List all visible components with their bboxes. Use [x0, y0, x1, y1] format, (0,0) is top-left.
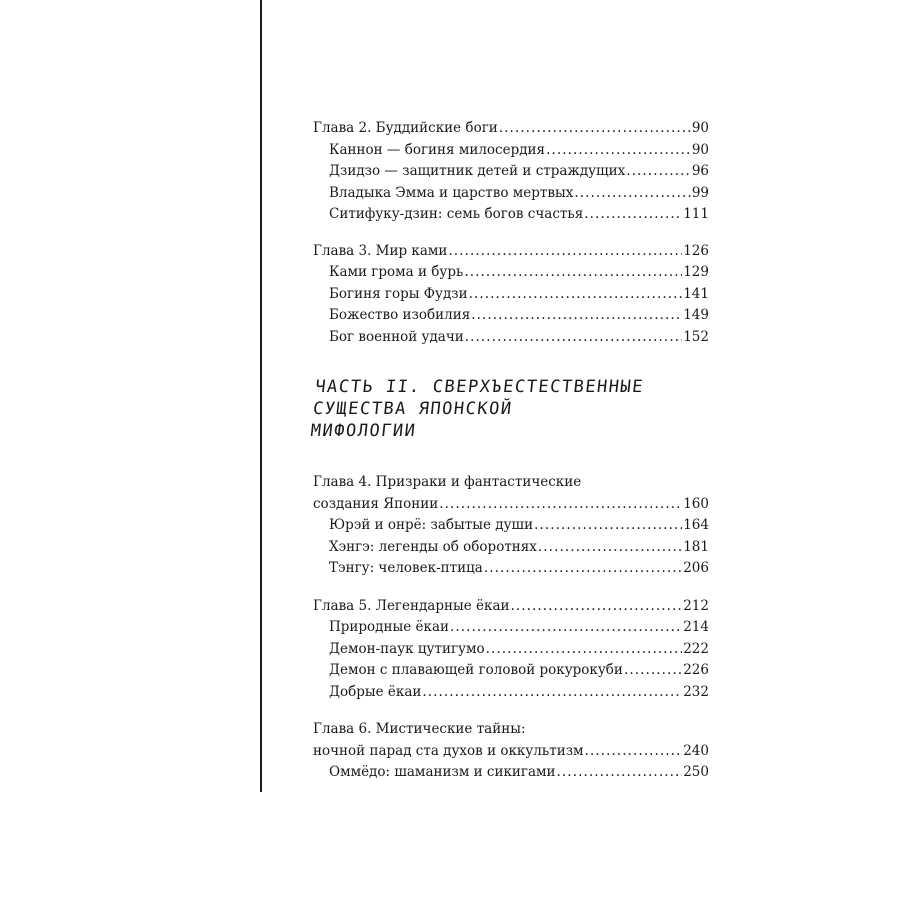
toc-section-entry[interactable] [313, 639, 709, 661]
toc-page-number: 250 [683, 764, 709, 780]
toc-section-title: Тэнгу: человек-птица [329, 560, 483, 576]
toc-section-entry[interactable] [313, 617, 709, 639]
toc-page-number: 240 [683, 742, 709, 759]
toc-leader-dots [448, 241, 682, 263]
toc-page-number: 111 [683, 206, 709, 222]
toc-section-title: Демон-паук цутигумо [329, 640, 485, 657]
toc-section-title: Ками грома и бурь [329, 264, 464, 280]
toc-section-title: Юрэй и онрё: забытые души [329, 517, 534, 533]
toc-section-entry[interactable] [313, 515, 709, 537]
toc-leader-dots [534, 515, 682, 537]
toc-leader-dots [511, 596, 683, 618]
toc-section-entry[interactable] [313, 284, 709, 306]
toc-section-title: Ситифуку-дзин: семь богов счастья [329, 206, 584, 222]
part-heading-line: ЧАСТЬ II. СВЕРХЪЕСТЕСТВЕННЫЕ [314, 377, 645, 397]
toc-page-number: 212 [683, 597, 709, 614]
toc-section-entry[interactable] [313, 558, 709, 580]
toc-leader-dots [465, 327, 682, 349]
toc-page-number: 226 [683, 662, 709, 678]
toc-chapter-title: Глава 3. Мир ками [313, 242, 448, 259]
toc-leader-dots [484, 558, 682, 580]
toc-section-entry[interactable] [313, 327, 709, 349]
toc-page-number: 90 [691, 141, 709, 158]
toc-leader-dots [584, 204, 682, 226]
toc-page-number: 232 [683, 683, 709, 700]
toc-section-title: Добрые ёкаи [329, 683, 422, 700]
toc-chapter-title: Глава 5. Легендарные ёкаи [313, 597, 510, 614]
toc-page-number: 99 [691, 184, 709, 201]
toc-chapter-title-cont: создания Японии [313, 495, 439, 512]
toc-leader-dots [585, 741, 683, 763]
toc-leader-dots [469, 284, 683, 306]
toc-page-number: 164 [683, 517, 709, 533]
toc-section-title: Хэнгэ: легенды об оборотнях [329, 538, 537, 555]
toc-section-entry[interactable] [313, 305, 709, 327]
toc-section-title: Божество изобилия [329, 307, 471, 323]
toc-leader-dots [464, 262, 682, 284]
toc-leader-dots [557, 762, 683, 784]
toc-chapter-title: Глава 2. Буддийские боги [313, 120, 498, 136]
toc-section-entry[interactable] [313, 262, 709, 284]
toc-page-number: 152 [683, 328, 709, 345]
part-heading-line: МИФОЛОГИИ [309, 421, 418, 441]
toc-chapter-entry[interactable] [313, 741, 709, 763]
toc-section-title: Каннон — богиня милосердия [329, 141, 546, 158]
toc-section-entry[interactable] [313, 660, 709, 682]
toc-section-entry[interactable] [313, 537, 709, 559]
toc-page-number: 129 [683, 264, 709, 280]
toc-chapter-title[interactable]: Глава 6. Мистические тайны: [313, 721, 526, 737]
toc-chapter-entry[interactable] [313, 241, 709, 263]
toc-page-number: 126 [683, 242, 709, 259]
table-of-contents [309, 118, 709, 784]
toc-chapter-3 [313, 241, 709, 349]
toc-section-title: Оммёдо: шаманизм и сикигами [329, 764, 556, 780]
toc-leader-dots [471, 305, 682, 327]
part-heading-line: СУЩЕСТВА ЯПОНСКОЙ [311, 399, 514, 419]
toc-page-number: 214 [683, 619, 709, 635]
toc-section-title: Владыка Эмма и царство мертвых [329, 184, 574, 201]
toc-leader-dots [546, 140, 691, 162]
toc-section-entry[interactable] [313, 140, 709, 162]
toc-chapter-5 [313, 596, 709, 704]
toc-section-entry[interactable] [313, 682, 709, 704]
toc-section-entry[interactable] [313, 183, 709, 205]
toc-leader-dots [422, 682, 682, 704]
toc-chapter-4 [313, 472, 709, 580]
toc-leader-dots [624, 660, 682, 682]
toc-leader-dots [450, 617, 682, 639]
toc-chapter-title[interactable]: Глава 4. Призраки и фантастические [313, 474, 582, 490]
toc-chapter-entry[interactable] [313, 596, 709, 618]
toc-chapter-title-cont: ночной парад ста духов и оккультизм [313, 742, 584, 759]
toc-page-number: 206 [683, 560, 709, 576]
toc-leader-dots [439, 494, 682, 516]
toc-section-title: Бог военной удачи [329, 328, 464, 345]
toc-section-title: Богиня горы Фудзи [329, 285, 468, 302]
page-spine-line [260, 0, 262, 792]
toc-leader-dots [574, 183, 690, 205]
toc-chapter-6 [313, 719, 709, 784]
toc-section-title: Природные ёкаи [329, 619, 449, 635]
toc-section-title: Дзидзо — защитник детей и страждущих [329, 163, 626, 179]
toc-page-number: 96 [691, 163, 709, 179]
toc-section-entry[interactable] [313, 204, 709, 226]
toc-leader-dots [486, 639, 683, 661]
toc-leader-dots [626, 161, 691, 183]
toc-page-number: 181 [683, 538, 709, 555]
toc-chapter-2 [313, 118, 709, 226]
toc-leader-dots [538, 537, 682, 559]
toc-section-entry[interactable] [313, 762, 709, 784]
toc-section-title: Демон с плавающей головой рокурокуби [329, 662, 623, 678]
toc-page-number: 222 [683, 640, 709, 657]
toc-chapter-entry[interactable] [313, 494, 709, 516]
toc-page-number: 141 [683, 285, 709, 302]
toc-chapter-entry[interactable] [313, 118, 709, 140]
toc-page-number: 160 [683, 495, 709, 512]
toc-leader-dots [499, 118, 691, 140]
part-2-heading [310, 376, 713, 442]
toc-page-number: 149 [683, 307, 709, 323]
toc-section-entry[interactable] [313, 161, 709, 183]
toc-page-number: 90 [691, 120, 709, 136]
